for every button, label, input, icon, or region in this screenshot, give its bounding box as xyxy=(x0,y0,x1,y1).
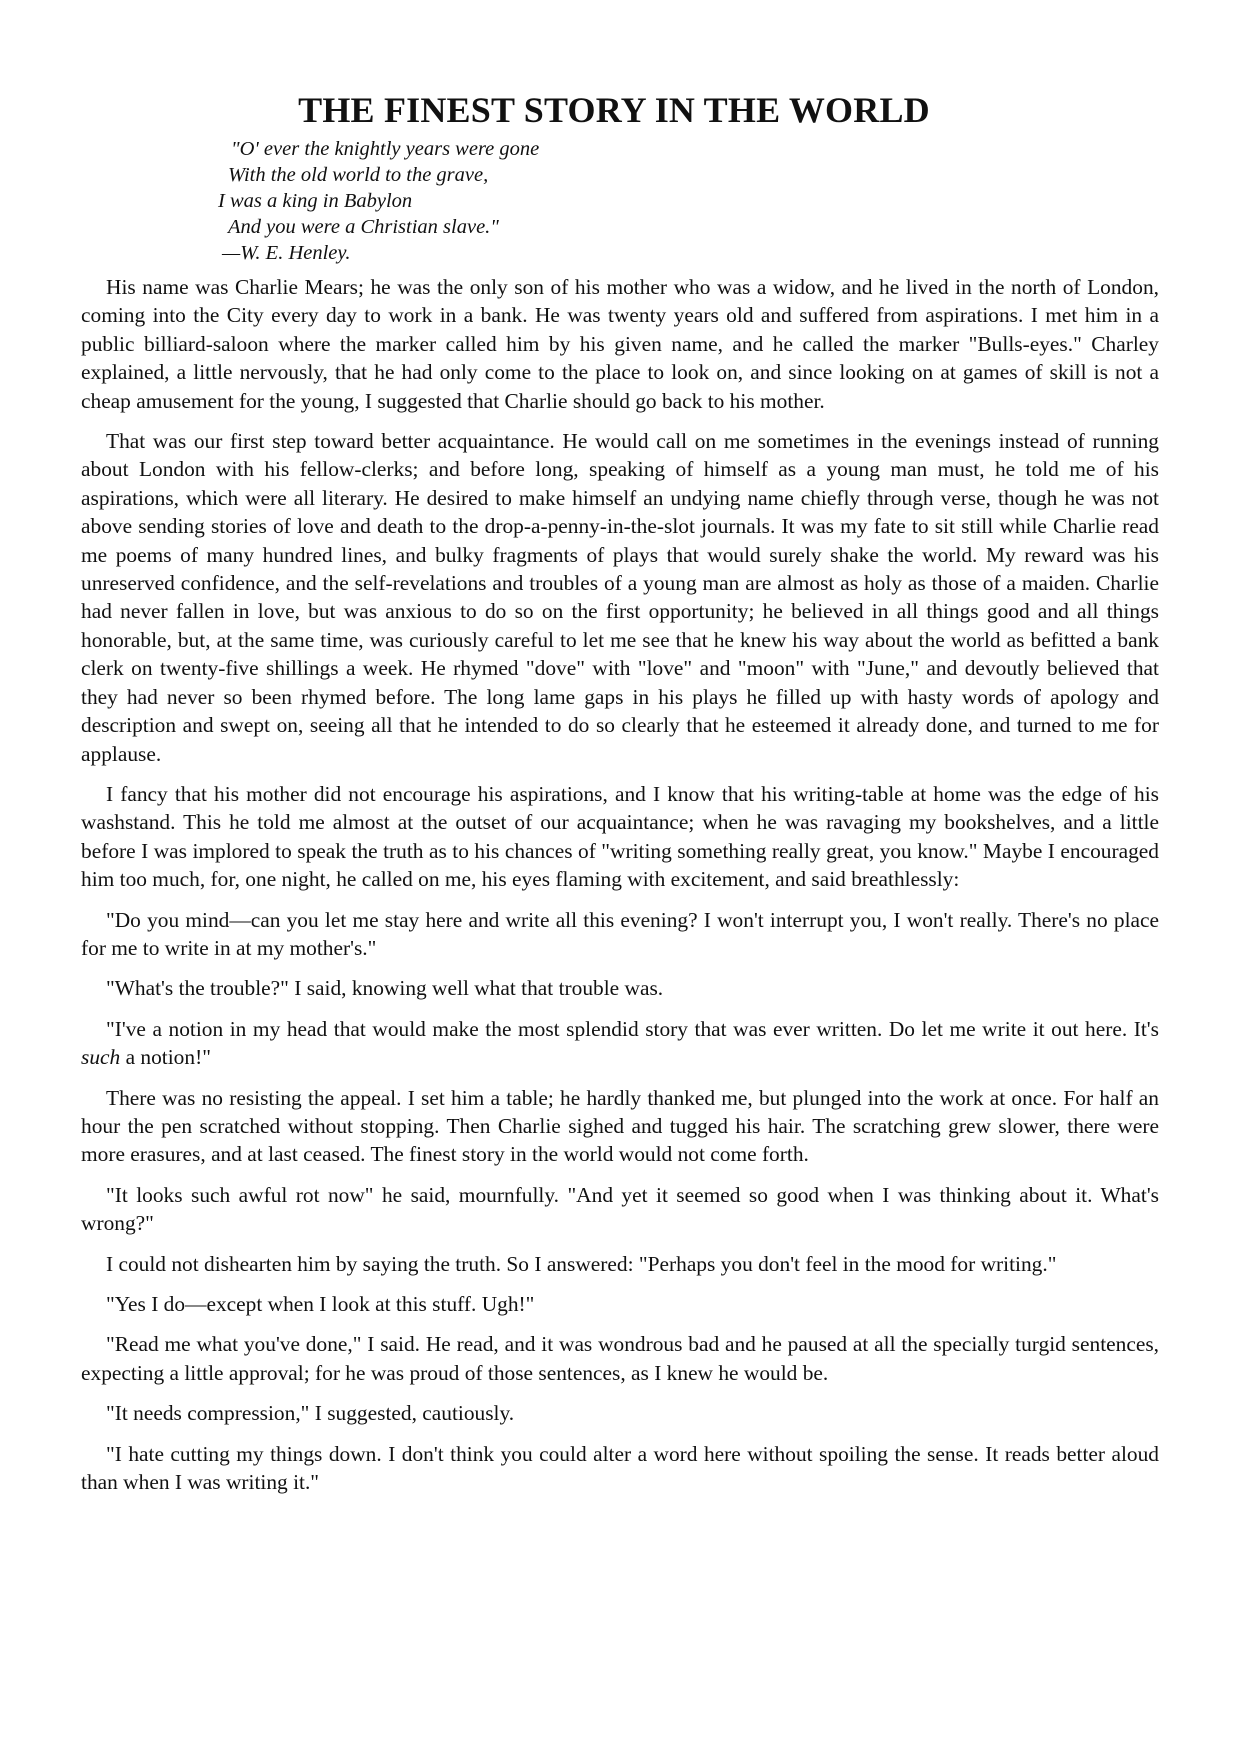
paragraph: "Yes I do—except when I look at this stuff. Ugh!" xyxy=(106,1292,535,1316)
paragraph: That was our first step toward better acquaintance. He would call on me sometimes in the evenings instead of running about London with his fellow-clerks; and before long, speaking of himself as a young man must, he told me of his aspirations, which were all literary. He desired to make himself an undying name chiefly through verse, though he was not above sending stories of love and death to the drop-a-penny-in-the-slot journals. It was my fate to sit still while Charlie read me poems of many hundred lines, and bulky fragments of plays that would surely shake the world. My reward was his unreserved confidence, and the self-revelations and troubles of a young man are almost as holy as those of a maiden. Charlie had never fallen in love, but was anxious to do so on the first opportunity; he believed in all things good and all things honorable, but, at the same time, was curiously careful to let me see that he knew his way about the world as befitted a bank clerk on twenty-five shillings a week. He rhymed "dove" with "love" and "moon" with "June," and devoutly believed that they had never so been rhymed before. The long lame gaps in his plays he filled up with hasty words of apology and description and swept on, seeing all that he intended to do so clearly that he esteemed it already done, and turned to me for applause. xyxy=(81,429,1159,766)
paragraph: "I hate cutting my things down. I don't think you could alter a word here without spoiling the sense. It reads better aloud than when I was writing it." xyxy=(81,1441,1159,1495)
paragraph: "It looks such awful rot now" he said, mournfully. "And yet it seemed so good when I was thinking about it. What's wrong?" xyxy=(81,1182,1159,1236)
paragraph: I fancy that his mother did not encourage his aspirations, and I know that his writing-table at home was the edge of his washstand. This he told me almost at the outset of our acquaintance; when he was ravaging my bookshelves, and a little before I was implored to speak the truth as to his chances of "writing something really great, you know." Maybe I encouraged him too much, for, one night, he called on me, his eyes flaming with excitement, and said breathlessly: xyxy=(81,781,1159,892)
paragraph xyxy=(81,1015,1159,1072)
paragraph-text: a notion!" xyxy=(120,1045,211,1070)
epigraph-line: I was a king in Babylon xyxy=(218,190,413,212)
epigraph-attribution: —W. E. Henley. xyxy=(222,242,351,264)
paragraph: There was no resisting the appeal. I set him a table; he hardly thanked me, but plunged into the work at once. For half an hour the pen scratched without stopping. Then Charlie sighed and tugged his hair. The scratching grew slower, there were more erasures, and at last ceased. The finest story in the world would not come forth. xyxy=(81,1085,1159,1167)
paragraph-text: "I've a notion in my head that would make the most splendid story that was ever written. Do let me write it out here. It's xyxy=(106,1016,1159,1041)
emphasized-word: such xyxy=(81,1045,121,1070)
story-title: THE FINEST STORY IN THE WORLD xyxy=(298,90,930,130)
paragraph: His name was Charlie Mears; he was the only son of his mother who was a widow, and he lived in the north of London, coming into the City every day to work in a bank. He was twenty years old and suffered from aspirations. I met him in a public billiard-saloon where the marker called him by his given name, and he called the marker "Bulls-eyes." Charley explained, a little nervously, that he had only come to the place to look on, and since looking on at games of skill is not a cheap amusement for the young, I suggested that Charlie should go back to his mother. xyxy=(81,275,1159,413)
paragraph: "It needs compression," I suggested, cautiously. xyxy=(106,1401,515,1426)
story-body xyxy=(81,273,1159,1496)
epigraph-line: With the old world to the grave, xyxy=(228,164,489,186)
epigraph-line: And you were a Christian slave." xyxy=(228,216,499,238)
paragraph: "Read me what you've done," I said. He read, and it was wondrous bad and he paused at all the specially turgid sentences, expecting a little approval; for he was proud of those sentences, as I knew he would be. xyxy=(81,1332,1159,1385)
document-page xyxy=(81,86,1159,1508)
paragraph: "What's the trouble?" I said, knowing well what that trouble was. xyxy=(106,976,664,1001)
epigraph xyxy=(81,136,1159,266)
epigraph-line: "O' ever the knightly years were gone xyxy=(231,138,540,160)
paragraph: "Do you mind—can you let me stay here and write all this evening? I won't interrupt you, I won't really. There's no place for me to write in at my mother's." xyxy=(81,907,1159,960)
paragraph: I could not dishearten him by saying the truth. So I answered: "Perhaps you don't feel in the mood for writing." xyxy=(106,1251,1057,1276)
